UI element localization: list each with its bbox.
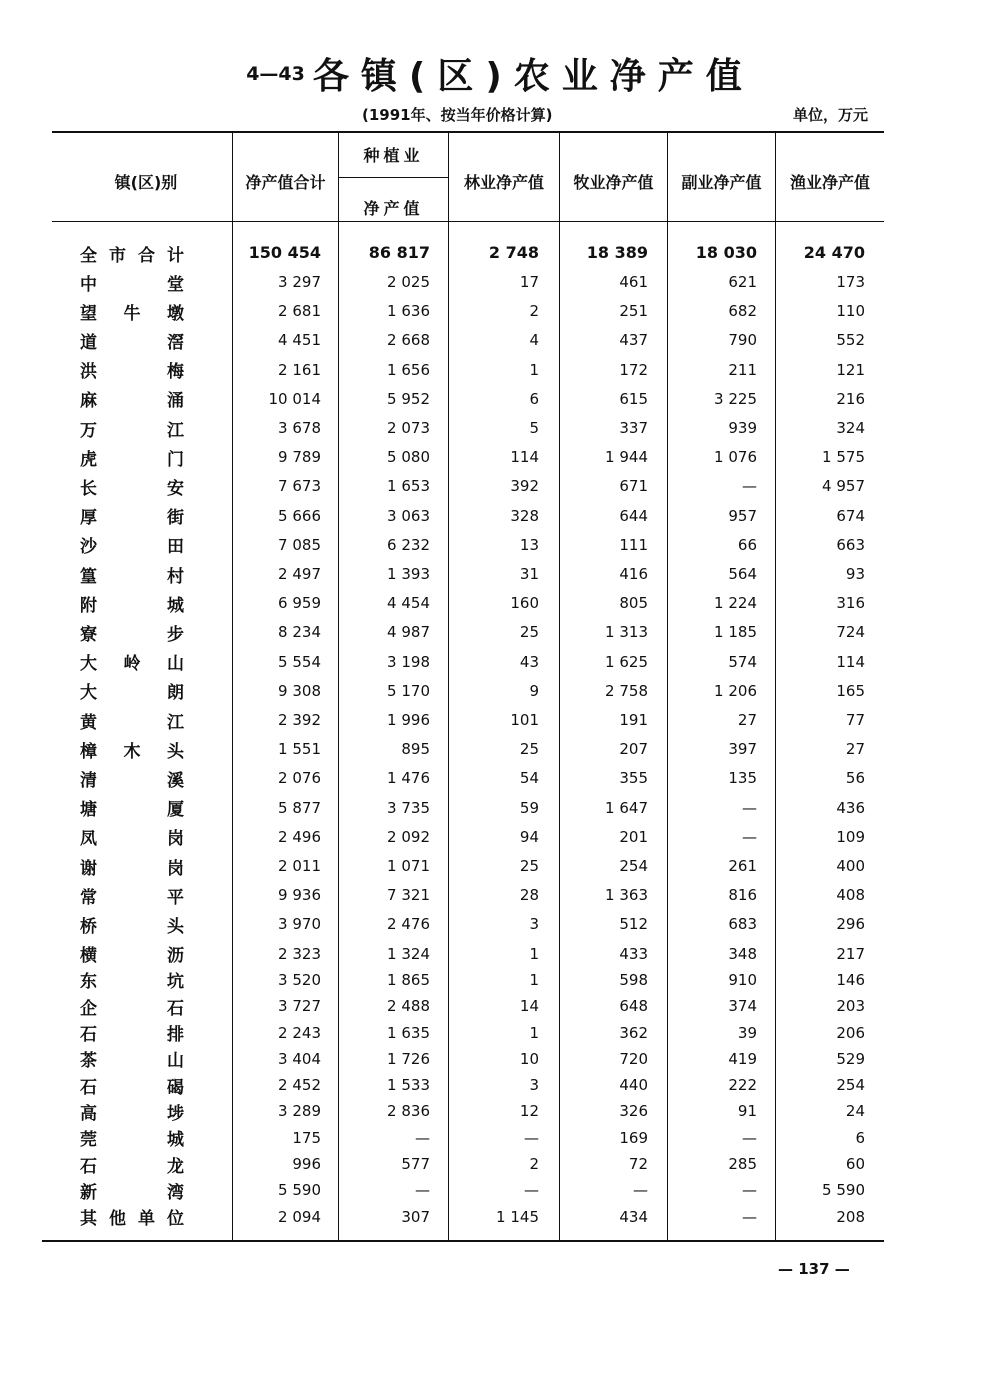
cell-sideline: 91 [737, 1102, 757, 1121]
table-row [0, 532, 1000, 558]
cell-forestry: 43 [519, 652, 539, 671]
cell-crop: 2 092 [387, 827, 430, 846]
table-title [0, 48, 1000, 99]
cell-sideline: 18 030 [695, 243, 757, 262]
cell-crop: 1 324 [387, 944, 430, 963]
table-row [0, 327, 1000, 353]
table-row [0, 824, 1000, 850]
cell-sideline: 564 [728, 565, 757, 583]
cell-forestry: 4 [529, 331, 539, 350]
cell-animal: 671 [619, 477, 648, 496]
table-row [0, 357, 1000, 383]
table-row-total [0, 240, 1000, 266]
cell-forestry: 160 [510, 594, 539, 613]
cell-total: 3 678 [278, 419, 321, 437]
header-sideline: 副业净产值 [681, 173, 762, 192]
cell-fishery: 436 [836, 798, 865, 817]
cell-crop: 3 063 [387, 506, 430, 525]
table-row [0, 678, 1000, 704]
cell-forestry: — [524, 1128, 539, 1147]
cell-total: 996 [292, 1155, 321, 1173]
cell-crop: — [415, 1181, 430, 1200]
cell-sideline: 1 206 [714, 681, 757, 700]
cell-sideline: — [742, 1128, 757, 1147]
cell-fishery: 203 [836, 997, 865, 1016]
cell-fishery: 408 [836, 886, 865, 905]
region-name: 樟 木 头 [80, 741, 184, 762]
cell-sideline: — [742, 477, 757, 496]
cell-forestry: 13 [519, 535, 539, 554]
cell-fishery: 552 [836, 331, 865, 350]
cell-forestry: 54 [519, 769, 539, 788]
cell-sideline: 27 [737, 711, 757, 729]
cell-fishery: 121 [836, 360, 865, 379]
cell-sideline: 1 224 [714, 594, 757, 613]
cell-animal: 201 [619, 827, 648, 846]
cell-total: 5 554 [278, 652, 321, 671]
cell-animal: 251 [619, 302, 648, 321]
cell-sideline: 683 [728, 915, 757, 934]
region-name: 厚 街 [80, 508, 184, 529]
cell-fishery: 6 [855, 1128, 865, 1147]
cell-crop: 1 071 [387, 857, 430, 875]
bottom-rule [42, 1240, 884, 1242]
cell-fishery: 60 [845, 1155, 865, 1173]
cell-sideline: — [742, 1181, 757, 1200]
table-row [0, 298, 1000, 324]
table-row [0, 619, 1000, 645]
region-name: 望 牛 墩 [80, 303, 184, 324]
header-fishery: 渔业净产值 [789, 173, 870, 192]
region-name: 附 城 [80, 595, 184, 616]
cell-forestry: 10 [519, 1049, 539, 1068]
cell-sideline: 66 [737, 535, 757, 554]
cell-total: 9 308 [278, 681, 321, 700]
cell-total: 3 289 [278, 1102, 321, 1121]
cell-fishery: 206 [836, 1023, 865, 1042]
table-row [0, 590, 1000, 616]
cell-fishery: 217 [836, 944, 865, 963]
cell-forestry: 14 [519, 997, 539, 1016]
cell-total: 7 673 [278, 477, 321, 496]
cell-crop: 3 735 [387, 798, 430, 817]
table-row [0, 795, 1000, 821]
cell-crop: 86 817 [368, 243, 430, 262]
region-name: 沙 田 [80, 537, 184, 558]
region-name: 企 石 [80, 998, 184, 1019]
cell-sideline: 135 [728, 769, 757, 788]
cell-fishery: 400 [836, 857, 865, 875]
cell-animal: — [633, 1181, 648, 1200]
header-total: 净产值合计 [245, 173, 326, 192]
cell-crop: 4 987 [387, 623, 430, 642]
cell-forestry: 5 [529, 419, 539, 437]
cell-crop: 1 393 [387, 565, 430, 583]
unit-label: 单位，万元 [792, 106, 868, 124]
region-name: 洪 梅 [80, 362, 184, 383]
cell-forestry: 1 [529, 1023, 539, 1042]
cell-forestry: 6 [529, 389, 539, 408]
cell-fishery: 24 [845, 1102, 865, 1121]
cell-animal: 1 944 [605, 448, 648, 467]
cell-crop: 2 025 [387, 273, 430, 291]
region-name: 万 江 [80, 420, 184, 441]
cell-crop: 2 836 [387, 1102, 430, 1121]
cell-crop: 5 170 [387, 681, 430, 700]
cell-crop: 2 488 [387, 997, 430, 1016]
table-row [0, 1204, 1000, 1230]
cell-crop: 895 [401, 740, 430, 759]
cell-sideline: 574 [728, 652, 757, 671]
table-subtitle: (1991年、按当年价格计算) [362, 106, 553, 124]
cell-sideline: — [742, 827, 757, 846]
cell-animal: 512 [619, 915, 648, 934]
cell-forestry: 31 [519, 565, 539, 583]
region-name: 新 湾 [80, 1182, 184, 1203]
cell-total: 3 297 [278, 273, 321, 291]
cell-forestry: 101 [510, 711, 539, 729]
cell-sideline: 1 185 [714, 623, 757, 642]
cell-total: 2 094 [278, 1207, 321, 1226]
table-row [0, 941, 1000, 967]
cell-animal: 416 [619, 565, 648, 583]
cell-fishery: 674 [836, 506, 865, 525]
cell-sideline: 682 [728, 302, 757, 321]
cell-forestry: 28 [519, 886, 539, 905]
cell-forestry: 1 [529, 944, 539, 963]
cell-crop: 3 198 [387, 652, 430, 671]
cell-total: 1 551 [278, 740, 321, 759]
cell-forestry: 114 [510, 448, 539, 467]
table-title-text: 各镇(区)农业净产值 [312, 56, 754, 97]
cell-animal: 207 [619, 740, 648, 759]
cell-forestry: 25 [519, 857, 539, 875]
cell-forestry: 2 [529, 302, 539, 321]
cell-sideline: 957 [728, 506, 757, 525]
header-forestry: 林业净产值 [463, 173, 544, 192]
cell-animal: 805 [619, 594, 648, 613]
region-name: 谢 岗 [80, 858, 184, 879]
cell-forestry: 392 [510, 477, 539, 496]
table-row [0, 473, 1000, 499]
cell-fishery: 316 [836, 594, 865, 613]
cell-animal: 326 [619, 1102, 648, 1121]
cell-fishery: 109 [836, 827, 865, 846]
cell-forestry: 94 [519, 827, 539, 846]
cell-animal: 434 [619, 1207, 648, 1226]
cell-crop: 1 726 [387, 1049, 430, 1068]
table-row [0, 1125, 1000, 1151]
table-row [0, 882, 1000, 908]
cell-animal: 72 [628, 1155, 648, 1173]
cell-sideline: 397 [728, 740, 757, 759]
table-row [0, 993, 1000, 1019]
cell-sideline: 3 225 [714, 389, 757, 408]
cell-fishery: 296 [836, 915, 865, 934]
table-row [0, 649, 1000, 675]
region-name: 寮 步 [80, 624, 184, 645]
cell-forestry: 25 [519, 623, 539, 642]
region-name: 黄 江 [80, 712, 184, 733]
cell-sideline: 790 [728, 331, 757, 350]
cell-sideline: 939 [728, 419, 757, 437]
region-name: 篁 村 [80, 566, 184, 587]
region-name: 清 溪 [80, 770, 184, 791]
cell-total: 2 323 [278, 944, 321, 963]
cell-sideline: 374 [728, 997, 757, 1016]
cell-animal: 461 [619, 273, 648, 291]
region-name: 道 滘 [80, 332, 184, 353]
cell-crop: 2 668 [387, 331, 430, 350]
cell-crop: 1 865 [387, 970, 430, 989]
cell-sideline: 39 [737, 1023, 757, 1042]
cell-fishery: 146 [836, 970, 865, 989]
cell-total: 7 085 [278, 535, 321, 554]
cell-crop: 5 952 [387, 389, 430, 408]
header-region: 镇(区)别 [114, 173, 178, 192]
cell-forestry: 25 [519, 740, 539, 759]
cell-total: 6 959 [278, 594, 321, 613]
cell-total: 3 970 [278, 915, 321, 934]
table-row [0, 707, 1000, 733]
table-row [0, 561, 1000, 587]
cell-total: 2 076 [278, 769, 321, 788]
cell-animal: 1 625 [605, 652, 648, 671]
cell-sideline: 285 [728, 1155, 757, 1173]
cell-animal: 191 [619, 711, 648, 729]
cell-crop: 1 635 [387, 1023, 430, 1042]
table-row [0, 736, 1000, 762]
cell-total: 9 936 [278, 886, 321, 905]
cell-sideline: 222 [728, 1076, 757, 1095]
cell-total: 2 452 [278, 1076, 321, 1095]
cell-fishery: 56 [845, 769, 865, 788]
cell-total: 2 681 [278, 302, 321, 321]
cell-crop: 1 656 [387, 360, 430, 379]
cell-animal: 615 [619, 389, 648, 408]
cell-forestry: 3 [529, 1076, 539, 1095]
table-row [0, 1020, 1000, 1046]
cell-animal: 1 363 [605, 886, 648, 905]
cell-total: 2 161 [278, 360, 321, 379]
cell-animal: 1 647 [605, 798, 648, 817]
cell-animal: 254 [619, 857, 648, 875]
cell-fishery: 5 590 [822, 1181, 865, 1200]
cell-total: 8 234 [278, 623, 321, 642]
cell-total: 9 789 [278, 448, 321, 467]
cell-crop: 4 454 [387, 594, 430, 613]
cell-forestry: 3 [529, 915, 539, 934]
cell-sideline: — [742, 1207, 757, 1226]
table-row [0, 444, 1000, 470]
cell-animal: 720 [619, 1049, 648, 1068]
cell-total: 2 011 [278, 857, 321, 875]
table-row [0, 1072, 1000, 1098]
cell-animal: 437 [619, 331, 648, 350]
cell-crop: 577 [401, 1155, 430, 1173]
header-crop-bottom: 净产值 [363, 199, 424, 218]
cell-animal: 111 [619, 535, 648, 554]
cell-crop: 5 080 [387, 448, 430, 467]
table-row [0, 503, 1000, 529]
cell-animal: 172 [619, 360, 648, 379]
region-name: 桥 头 [80, 916, 184, 937]
table-row [0, 1046, 1000, 1072]
cell-sideline: 419 [728, 1049, 757, 1068]
region-name: 石 龙 [80, 1156, 184, 1177]
region-name: 全 市 合 计 [80, 245, 184, 266]
cell-fishery: 173 [836, 273, 865, 291]
cell-sideline: 348 [728, 944, 757, 963]
cell-forestry: 9 [529, 681, 539, 700]
cell-sideline: 1 076 [714, 448, 757, 467]
region-name: 横 沥 [80, 946, 184, 967]
region-name: 石 碣 [80, 1077, 184, 1098]
cell-sideline: 211 [728, 360, 757, 379]
crop-header-divider [339, 177, 449, 178]
cell-total: 150 454 [248, 243, 321, 262]
cell-total: 175 [292, 1128, 321, 1147]
cell-animal: 644 [619, 506, 648, 525]
cell-crop: — [415, 1128, 430, 1147]
header-rule [52, 221, 884, 222]
table-row [0, 967, 1000, 993]
cell-animal: 362 [619, 1023, 648, 1042]
page-number: — 137 — [778, 1260, 850, 1278]
cell-animal: 648 [619, 997, 648, 1016]
cell-fishery: 324 [836, 419, 865, 437]
cell-sideline: 261 [728, 857, 757, 875]
cell-fishery: 27 [845, 740, 865, 759]
region-name: 大 岭 山 [80, 654, 184, 675]
cell-fishery: 529 [836, 1049, 865, 1068]
cell-forestry: 2 [529, 1155, 539, 1173]
cell-total: 3 404 [278, 1049, 321, 1068]
cell-forestry: 328 [510, 506, 539, 525]
region-name: 大 朗 [80, 683, 184, 704]
cell-animal: 598 [619, 970, 648, 989]
cell-animal: 18 389 [586, 243, 648, 262]
region-name: 虎 门 [80, 449, 184, 470]
table-row [0, 853, 1000, 879]
cell-fishery: 114 [836, 652, 865, 671]
cell-sideline: 621 [728, 273, 757, 291]
cell-fishery: 663 [836, 535, 865, 554]
cell-total: 3 520 [278, 970, 321, 989]
cell-crop: 7 321 [387, 886, 430, 905]
cell-animal: 433 [619, 944, 648, 963]
region-name: 塘 厦 [80, 800, 184, 821]
cell-animal: 169 [619, 1128, 648, 1147]
cell-total: 2 243 [278, 1023, 321, 1042]
cell-fishery: 4 957 [822, 477, 865, 496]
cell-total: 2 497 [278, 565, 321, 583]
cell-animal: 355 [619, 769, 648, 788]
cell-sideline: 816 [728, 886, 757, 905]
cell-forestry: — [524, 1181, 539, 1200]
cell-fishery: 93 [845, 565, 865, 583]
top-rule [52, 131, 884, 133]
region-name: 石 排 [80, 1025, 184, 1045]
table-row [0, 415, 1000, 441]
cell-crop: 1 996 [387, 711, 430, 729]
cell-animal: 1 313 [605, 623, 648, 642]
region-name: 中 堂 [80, 274, 184, 295]
region-name: 其 他 单 位 [80, 1209, 184, 1230]
cell-crop: 1 653 [387, 477, 430, 496]
cell-total: 2 496 [278, 827, 321, 846]
region-name: 凤 岗 [80, 829, 184, 850]
cell-crop: 307 [401, 1207, 430, 1226]
region-name: 高 埗 [80, 1103, 184, 1124]
cell-crop: 1 636 [387, 302, 430, 321]
cell-fishery: 24 470 [803, 243, 865, 262]
region-name: 长 安 [80, 478, 184, 499]
region-name: 东 坑 [80, 972, 184, 993]
cell-crop: 6 232 [387, 535, 430, 554]
region-name: 莞 城 [80, 1130, 184, 1151]
table-row [0, 1098, 1000, 1124]
cell-fishery: 165 [836, 681, 865, 700]
region-name: 常 平 [80, 887, 184, 908]
cell-forestry: 17 [519, 273, 539, 291]
cell-forestry: 1 [529, 360, 539, 379]
cell-crop: 1 476 [387, 769, 430, 788]
table-row [0, 1151, 1000, 1177]
header-animal: 牧业净产值 [573, 173, 654, 192]
cell-fishery: 254 [836, 1076, 865, 1095]
cell-fishery: 724 [836, 623, 865, 642]
cell-forestry: 1 145 [496, 1207, 539, 1226]
cell-total: 5 666 [278, 506, 321, 525]
cell-crop: 2 073 [387, 419, 430, 437]
cell-animal: 337 [619, 419, 648, 437]
cell-forestry: 12 [519, 1102, 539, 1121]
table-row [0, 386, 1000, 412]
cell-total: 5 590 [278, 1181, 321, 1200]
cell-fishery: 216 [836, 389, 865, 408]
cell-fishery: 208 [836, 1207, 865, 1226]
cell-total: 10 014 [268, 389, 321, 408]
region-name: 茶 山 [80, 1051, 184, 1072]
cell-forestry: 59 [519, 798, 539, 817]
region-name: 麻 涌 [80, 391, 184, 412]
cell-crop: 2 476 [387, 915, 430, 934]
cell-fishery: 110 [836, 302, 865, 321]
cell-animal: 2 758 [605, 681, 648, 700]
cell-total: 4 451 [278, 331, 321, 350]
cell-total: 3 727 [278, 997, 321, 1016]
cell-sideline: — [742, 798, 757, 817]
cell-animal: 440 [619, 1076, 648, 1095]
header-crop-top: 种植业 [363, 146, 424, 165]
cell-total: 5 877 [278, 798, 321, 817]
table-row [0, 911, 1000, 937]
cell-crop: 1 533 [387, 1076, 430, 1095]
table-row [0, 1177, 1000, 1203]
table-row [0, 765, 1000, 791]
cell-total: 2 392 [278, 711, 321, 729]
cell-forestry: 1 [529, 970, 539, 989]
table-row [0, 269, 1000, 295]
cell-fishery: 1 575 [822, 448, 865, 467]
cell-fishery: 77 [845, 711, 865, 729]
table-number: 4—43 [246, 62, 305, 85]
cell-forestry: 2 748 [488, 243, 539, 262]
cell-sideline: 910 [728, 970, 757, 989]
